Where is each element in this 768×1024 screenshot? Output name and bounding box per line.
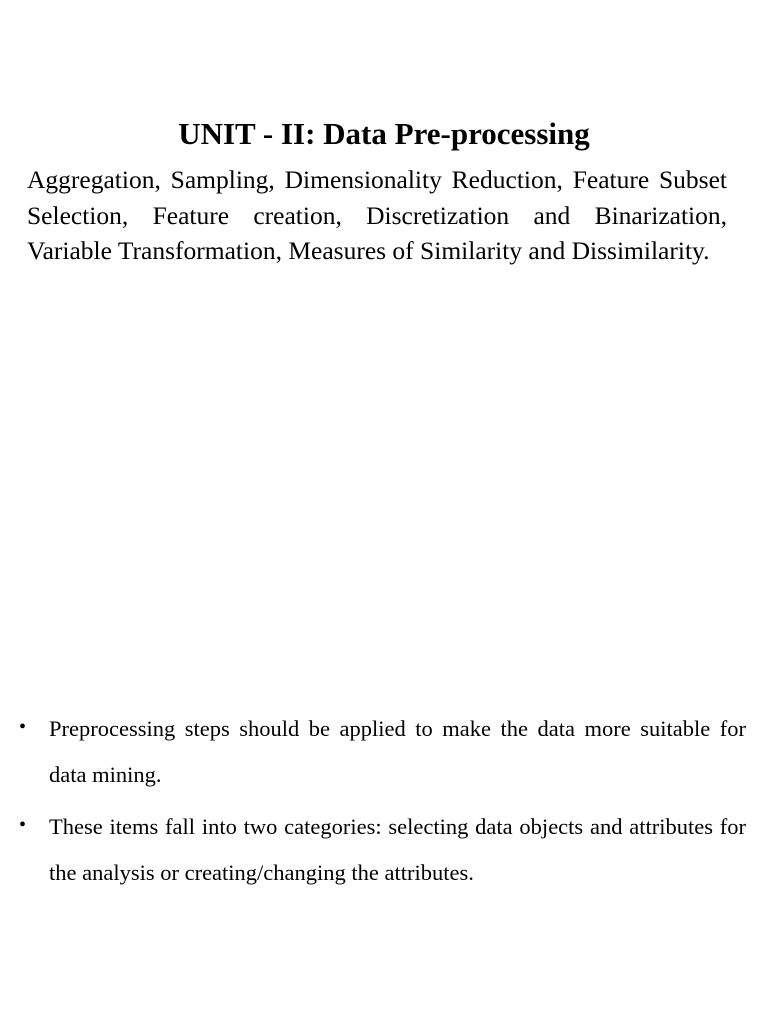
slide-title: UNIT - II: Data Pre-processing — [178, 116, 590, 151]
bullet-item — [0, 804, 746, 896]
bullet-item — [0, 706, 746, 798]
topics-paragraph: Aggregation, Sampling, Dimensionality Reduction, Feature Subset Selection, Feature creation, Discretization and Binarization, Variable Transformation, Measures of Similarity and Dissimilarity. — [27, 165, 727, 265]
bullet-icon: • — [19, 716, 27, 738]
bullet-icon: • — [19, 814, 27, 836]
bullet-text: Preprocessing steps should be applied to make the data more suitable for data mining. — [49, 716, 746, 787]
bullet-list — [0, 706, 768, 902]
bullet-text: These items fall into two categories: selecting data objects and attributes for the analysis or creating/changing the attributes. — [49, 814, 746, 885]
